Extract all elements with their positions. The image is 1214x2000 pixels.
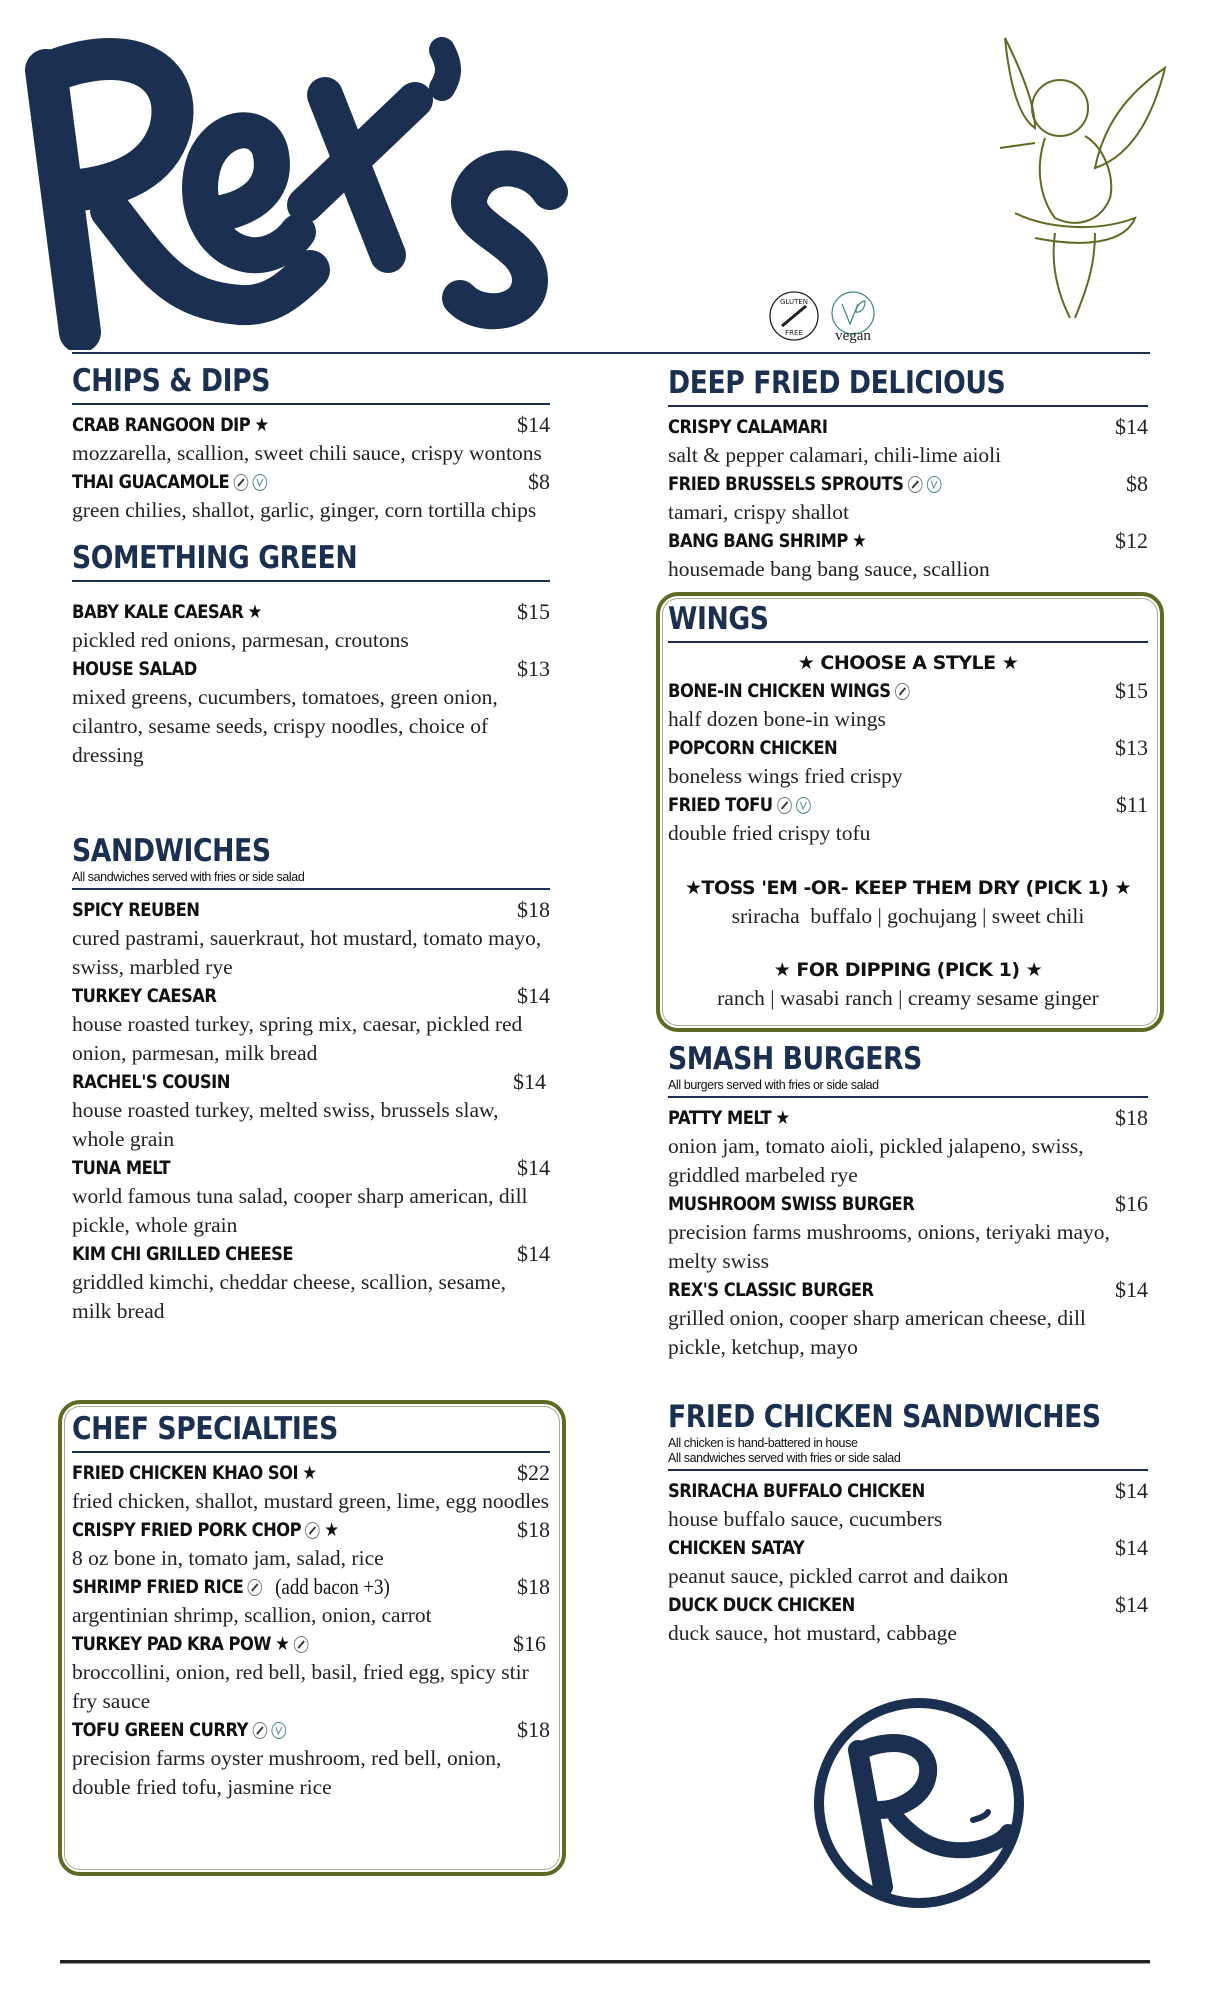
item-description: world famous tuna salad, cooper sharp american, dill pickle, whole grain <box>72 1184 528 1237</box>
section-chips-dips <box>72 362 550 525</box>
toss-heading: ★TOSS 'EM -OR- KEEP THEM DRY (PICK 1) ★ <box>684 877 1132 899</box>
menu-item <box>72 982 550 1068</box>
item-name: TURKEY PAD KRA POW <box>72 1633 271 1655</box>
svg-text:GLUTEN: GLUTEN <box>779 298 809 306</box>
dip-options: ranch | wasabi ranch | creamy sesame ginger <box>717 986 1099 1010</box>
gluten-free-icon <box>305 1522 320 1539</box>
footer-divider <box>60 1960 1150 1964</box>
item-name: RACHEL'S COUSIN <box>72 1071 230 1093</box>
item-name: TURKEY CAESAR <box>72 985 217 1007</box>
item-description: double fried crispy tofu <box>668 821 871 845</box>
left-column <box>72 362 550 1326</box>
section-divider <box>72 403 550 405</box>
vegan-icon <box>252 474 267 491</box>
item-name: KIM CHI GRILLED CHEESE <box>72 1243 294 1265</box>
section-note: All chicken is hand-battered in house <box>668 1436 858 1450</box>
vegan-icon <box>927 476 942 493</box>
item-price: $8 <box>528 469 550 494</box>
item-description: salt & pepper calamari, chili-lime aioli <box>668 443 1002 467</box>
item-price: $14 <box>517 983 550 1008</box>
item-name: HOUSE SALAD <box>72 658 197 680</box>
menu-item <box>668 1477 1148 1534</box>
item-price: $14 <box>513 1069 546 1094</box>
item-price: $18 <box>517 1517 550 1542</box>
item-price: $16 <box>513 1631 546 1656</box>
section-fried-chicken-sandwiches <box>668 1398 1148 1648</box>
menu-item <box>668 734 1148 791</box>
section-title: SOMETHING GREEN <box>72 540 358 576</box>
menu-item <box>668 527 1148 584</box>
gluten-free-icon <box>252 1722 267 1739</box>
section-something-green <box>72 539 550 770</box>
vegan-label: vegan <box>835 328 871 344</box>
item-price: $14 <box>517 412 550 437</box>
gluten-free-icon <box>294 1636 309 1653</box>
item-description: house roasted turkey, spring mix, caesar, pickled red onion, parmesan, milk bread <box>72 1012 523 1065</box>
item-price: $12 <box>1115 528 1148 553</box>
menu-item <box>72 1516 550 1573</box>
menu-item <box>72 1630 550 1716</box>
item-description: house roasted turkey, melted swiss, brussels slaw, whole grain <box>72 1098 499 1151</box>
section-deep-fried <box>668 364 1148 584</box>
star-icon: ★ <box>275 1633 290 1655</box>
section-title: FRIED CHICKEN SANDWICHES <box>668 1399 1101 1435</box>
section-divider <box>72 1451 550 1453</box>
section-divider <box>668 641 1148 643</box>
item-description: tamari, crispy shallot <box>668 500 849 524</box>
section-divider <box>72 888 550 890</box>
item-price: $22 <box>517 1460 550 1485</box>
item-description: green chilies, shallot, garlic, ginger, corn tortilla chips <box>72 498 537 522</box>
item-description: pickled red onions, parmesan, croutons <box>72 628 409 652</box>
menu-item <box>72 1573 550 1630</box>
section-divider <box>668 1469 1148 1471</box>
item-price: $18 <box>1115 1105 1148 1130</box>
r-monogram-logo <box>808 1692 1030 1914</box>
legend-vegan <box>830 290 876 342</box>
menu-item <box>668 1591 1148 1648</box>
item-price: $14 <box>1115 1277 1148 1302</box>
gluten-free-icon <box>908 476 923 493</box>
item-description: onion jam, tomato aioli, pickled jalapeno, swiss, griddled marbeled rye <box>668 1134 1084 1187</box>
dietary-legend <box>768 290 876 342</box>
menu-item <box>668 1276 1148 1362</box>
menu-item <box>668 677 1148 734</box>
item-addon: (add bacon +3) <box>275 1574 390 1599</box>
item-price: $18 <box>517 897 550 922</box>
section-title: DEEP FRIED DELICIOUS <box>668 365 1006 401</box>
item-name: THAI GUACAMOLE <box>72 471 230 493</box>
section-divider <box>668 405 1148 407</box>
section-title: SANDWICHES <box>72 833 271 869</box>
item-description: boneless wings fried crispy <box>668 764 903 788</box>
menu-item <box>72 1068 550 1154</box>
item-description: fried chicken, shallot, mustard green, lime, egg noodles <box>72 1489 550 1513</box>
section-title: CHEF SPECIALTIES <box>72 1411 338 1447</box>
vegan-icon <box>796 797 811 814</box>
gluten-free-icon <box>248 1579 263 1596</box>
rexs-logo <box>10 10 630 350</box>
menu-item <box>668 413 1148 470</box>
item-description: mixed greens, cucumbers, tomatoes, green onion, cilantro, sesame seeds, crispy noodles, choice of dressing <box>72 685 498 767</box>
section-title: CHIPS & DIPS <box>72 363 270 399</box>
item-name: PATTY MELT <box>668 1107 772 1129</box>
menu-item <box>72 896 550 982</box>
star-icon: ★ <box>254 414 269 436</box>
item-name: SRIRACHA BUFFALO CHICKEN <box>668 1480 925 1502</box>
menu-item <box>72 1716 550 1802</box>
item-price: $14 <box>1115 1592 1148 1617</box>
menu-item <box>72 468 550 525</box>
right-column <box>668 364 1148 584</box>
menu-item <box>72 1459 550 1516</box>
item-name: CRISPY FRIED PORK CHOP <box>72 1519 302 1541</box>
section-chef-specialties <box>72 1410 550 1802</box>
item-description: half dozen bone-in wings <box>668 707 886 731</box>
item-description: housemade bang bang sauce, scallion <box>668 557 990 581</box>
menu-item <box>668 1190 1148 1276</box>
menu-item <box>668 1104 1148 1190</box>
section-title: SMASH BURGERS <box>668 1041 922 1077</box>
item-name: SHRIMP FRIED RICE <box>72 1576 244 1598</box>
section-divider <box>668 1096 1148 1098</box>
item-name: BABY KALE CAESAR <box>72 601 244 623</box>
header-divider <box>72 352 1150 354</box>
menu-item <box>72 1240 550 1326</box>
item-description: house buffalo sauce, cucumbers <box>668 1507 943 1531</box>
item-description: cured pastrami, sauerkraut, hot mustard, tomato mayo, swiss, marbled rye <box>72 926 542 979</box>
menu-item <box>72 598 550 655</box>
item-description: peanut sauce, pickled carrot and daikon <box>668 1564 1009 1588</box>
vegan-icon <box>271 1722 286 1739</box>
item-name: POPCORN CHICKEN <box>668 737 838 759</box>
cherub-illustration <box>975 18 1175 328</box>
item-description: 8 oz bone in, tomato jam, salad, rice <box>72 1546 384 1570</box>
star-icon: ★ <box>302 1462 317 1484</box>
star-icon: ★ <box>775 1107 790 1129</box>
legend-gluten-free <box>768 290 820 342</box>
item-price: $14 <box>1115 1478 1148 1503</box>
item-description: precision farms mushrooms, onions, teriyaki mayo, melty swiss <box>668 1220 1110 1273</box>
item-name: TOFU GREEN CURRY <box>72 1719 248 1741</box>
menu-item <box>72 411 550 468</box>
item-description: grilled onion, cooper sharp american cheese, dill pickle, ketchup, mayo <box>668 1306 1086 1359</box>
item-name: FRIED BRUSSELS SPROUTS <box>668 473 904 495</box>
item-price: $18 <box>517 1717 550 1742</box>
item-price: $15 <box>1115 678 1148 703</box>
item-name: FRIED CHICKEN KHAO SOI <box>72 1462 299 1484</box>
item-description: precision farms oyster mushroom, red bell, onion, double fried tofu, jasmine rice <box>72 1746 502 1799</box>
toss-options: sriracha buffalo | gochujang | sweet chili <box>731 904 1085 928</box>
star-icon: ★ <box>852 530 867 552</box>
item-name: CRAB RANGOON DIP <box>72 414 251 436</box>
section-wings <box>668 600 1148 1012</box>
item-name: SPICY REUBEN <box>72 899 200 921</box>
item-name: MUSHROOM SWISS BURGER <box>668 1193 915 1215</box>
menu-item <box>668 791 1148 848</box>
menu-item <box>668 470 1148 527</box>
section-note: All burgers served with fries or side salad <box>668 1078 879 1092</box>
section-divider <box>72 580 550 582</box>
gluten-free-icon <box>234 474 249 491</box>
item-price: $16 <box>1115 1191 1148 1216</box>
item-price: $14 <box>1115 414 1148 439</box>
item-name: BANG BANG SHRIMP <box>668 530 848 552</box>
item-name: DUCK DUCK CHICKEN <box>668 1594 855 1616</box>
item-name: FRIED TOFU <box>668 794 773 816</box>
menu-item <box>72 655 550 770</box>
item-description: griddled kimchi, cheddar cheese, scallion, sesame, milk bread <box>72 1270 507 1323</box>
star-icon: ★ <box>324 1519 339 1541</box>
section-note: All sandwiches served with fries or side salad <box>72 870 305 884</box>
item-description: argentinian shrimp, scallion, onion, carrot <box>72 1603 432 1627</box>
item-name: CHICKEN SATAY <box>668 1537 805 1559</box>
section-title: WINGS <box>668 601 769 637</box>
menu-item <box>72 1154 550 1240</box>
item-name: TUNA MELT <box>72 1157 171 1179</box>
svg-text:FREE: FREE <box>785 329 803 337</box>
item-description: mozzarella, scallion, sweet chili sauce, crispy wontons <box>72 441 542 465</box>
item-price: $14 <box>517 1155 550 1180</box>
item-price: $15 <box>517 599 550 624</box>
item-price: $14 <box>1115 1535 1148 1560</box>
item-price: $11 <box>1115 792 1148 817</box>
item-description: duck sauce, hot mustard, cabbage <box>668 1621 957 1645</box>
item-name: CRISPY CALAMARI <box>668 416 828 438</box>
gluten-free-icon <box>768 290 820 342</box>
item-name: REX'S CLASSIC BURGER <box>668 1279 874 1301</box>
gluten-free-icon <box>777 797 792 814</box>
choose-style-heading: ★ CHOOSE A STYLE ★ <box>797 652 1019 674</box>
section-sandwiches <box>72 832 550 1326</box>
section-smash-burgers <box>668 1040 1148 1362</box>
item-description: broccollini, onion, red bell, basil, fried egg, spicy stir fry sauce <box>72 1660 529 1713</box>
star-icon: ★ <box>247 601 262 623</box>
item-price: $14 <box>517 1241 550 1266</box>
menu-item <box>668 1534 1148 1591</box>
section-note: All sandwiches served with fries or side salad <box>668 1451 901 1465</box>
gluten-free-icon <box>895 683 910 700</box>
item-price: $18 <box>517 1574 550 1599</box>
dip-heading: ★ FOR DIPPING (PICK 1) ★ <box>773 959 1043 981</box>
item-price: $8 <box>1126 471 1148 496</box>
item-name: BONE-IN CHICKEN WINGS <box>668 680 891 702</box>
item-price: $13 <box>1115 735 1148 760</box>
item-price: $13 <box>517 656 550 681</box>
